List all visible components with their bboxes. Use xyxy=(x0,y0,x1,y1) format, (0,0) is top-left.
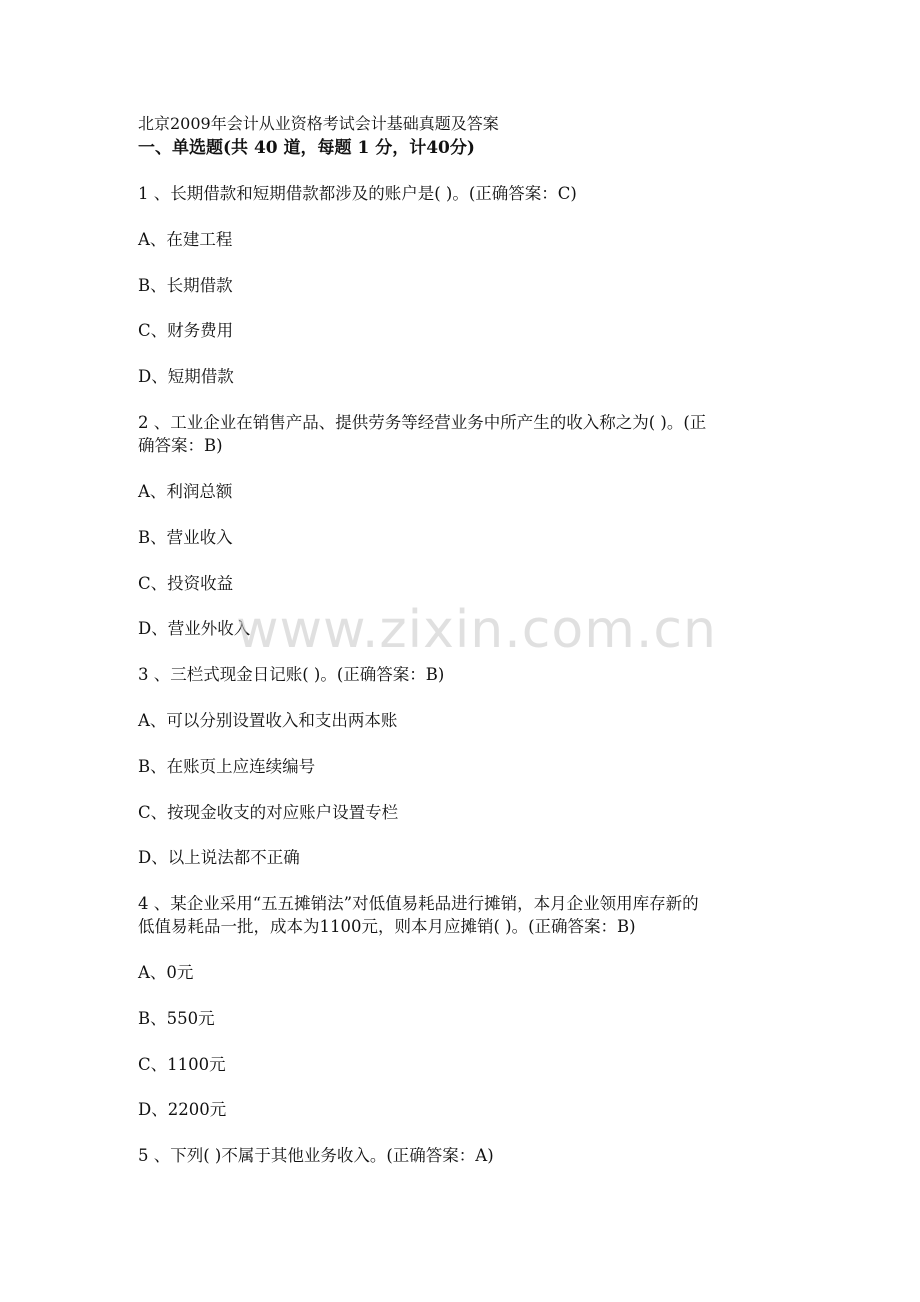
question-1-option-d: D、短期借款 xyxy=(138,367,234,386)
question-4-option-d: D、2200元 xyxy=(138,1100,227,1119)
question-3-stem: 3 、三栏式现金日记账( )。(正确答案：B) xyxy=(138,665,445,684)
question-3-option-b: B、在账页上应连续编号 xyxy=(138,757,316,776)
question-4-option-a: A、0元 xyxy=(138,963,194,982)
question-2-option-a: A、利润总额 xyxy=(138,482,233,501)
question-3-option-d: D、以上说法都不正确 xyxy=(138,848,300,867)
question-5-stem: 5 、下列( )不属于其他业务收入。(正确答案：A) xyxy=(138,1146,494,1165)
question-1-stem: 1 、长期借款和短期借款都涉及的账户是( )。(正确答案：C) xyxy=(138,184,577,203)
question-3-option-c: C、按现金收支的对应账户设置专栏 xyxy=(138,803,399,822)
question-2-stem-line-2: 确答案：B) xyxy=(138,436,223,455)
question-1-option-a: A、在建工程 xyxy=(138,230,233,249)
question-4-option-b: B、550元 xyxy=(138,1009,215,1028)
question-2-stem-line-1: 2 、工业企业在销售产品、提供劳务等经营业务中所产生的收入称之为( )。(正 xyxy=(138,413,707,432)
question-4-stem-line-2: 低值易耗品一批，成本为1100元，则本月应摊销( )。(正确答案：B) xyxy=(138,917,636,936)
question-2-option-c: C、投资收益 xyxy=(138,574,234,593)
question-4-option-c: C、1100元 xyxy=(138,1055,226,1074)
watermark-text: www.zixin.com.cn xyxy=(236,600,717,660)
question-1-option-c: C、财务费用 xyxy=(138,321,234,340)
question-3-option-a: A、可以分别设置收入和支出两本账 xyxy=(138,711,398,730)
document-title: 北京2009年会计从业资格考试会计基础真题及答案 xyxy=(138,114,499,133)
question-1-option-b: B、长期借款 xyxy=(138,276,233,295)
section-heading: 一、单选题(共 40 道，每题 1 分，计40分) xyxy=(138,138,475,158)
question-4-stem-line-1: 4 、某企业采用“五五摊销法”对低值易耗品进行摊销，本月企业领用库存新的 xyxy=(138,894,699,913)
question-2-option-d: D、营业外收入 xyxy=(138,619,251,638)
question-2-option-b: B、营业收入 xyxy=(138,528,233,547)
